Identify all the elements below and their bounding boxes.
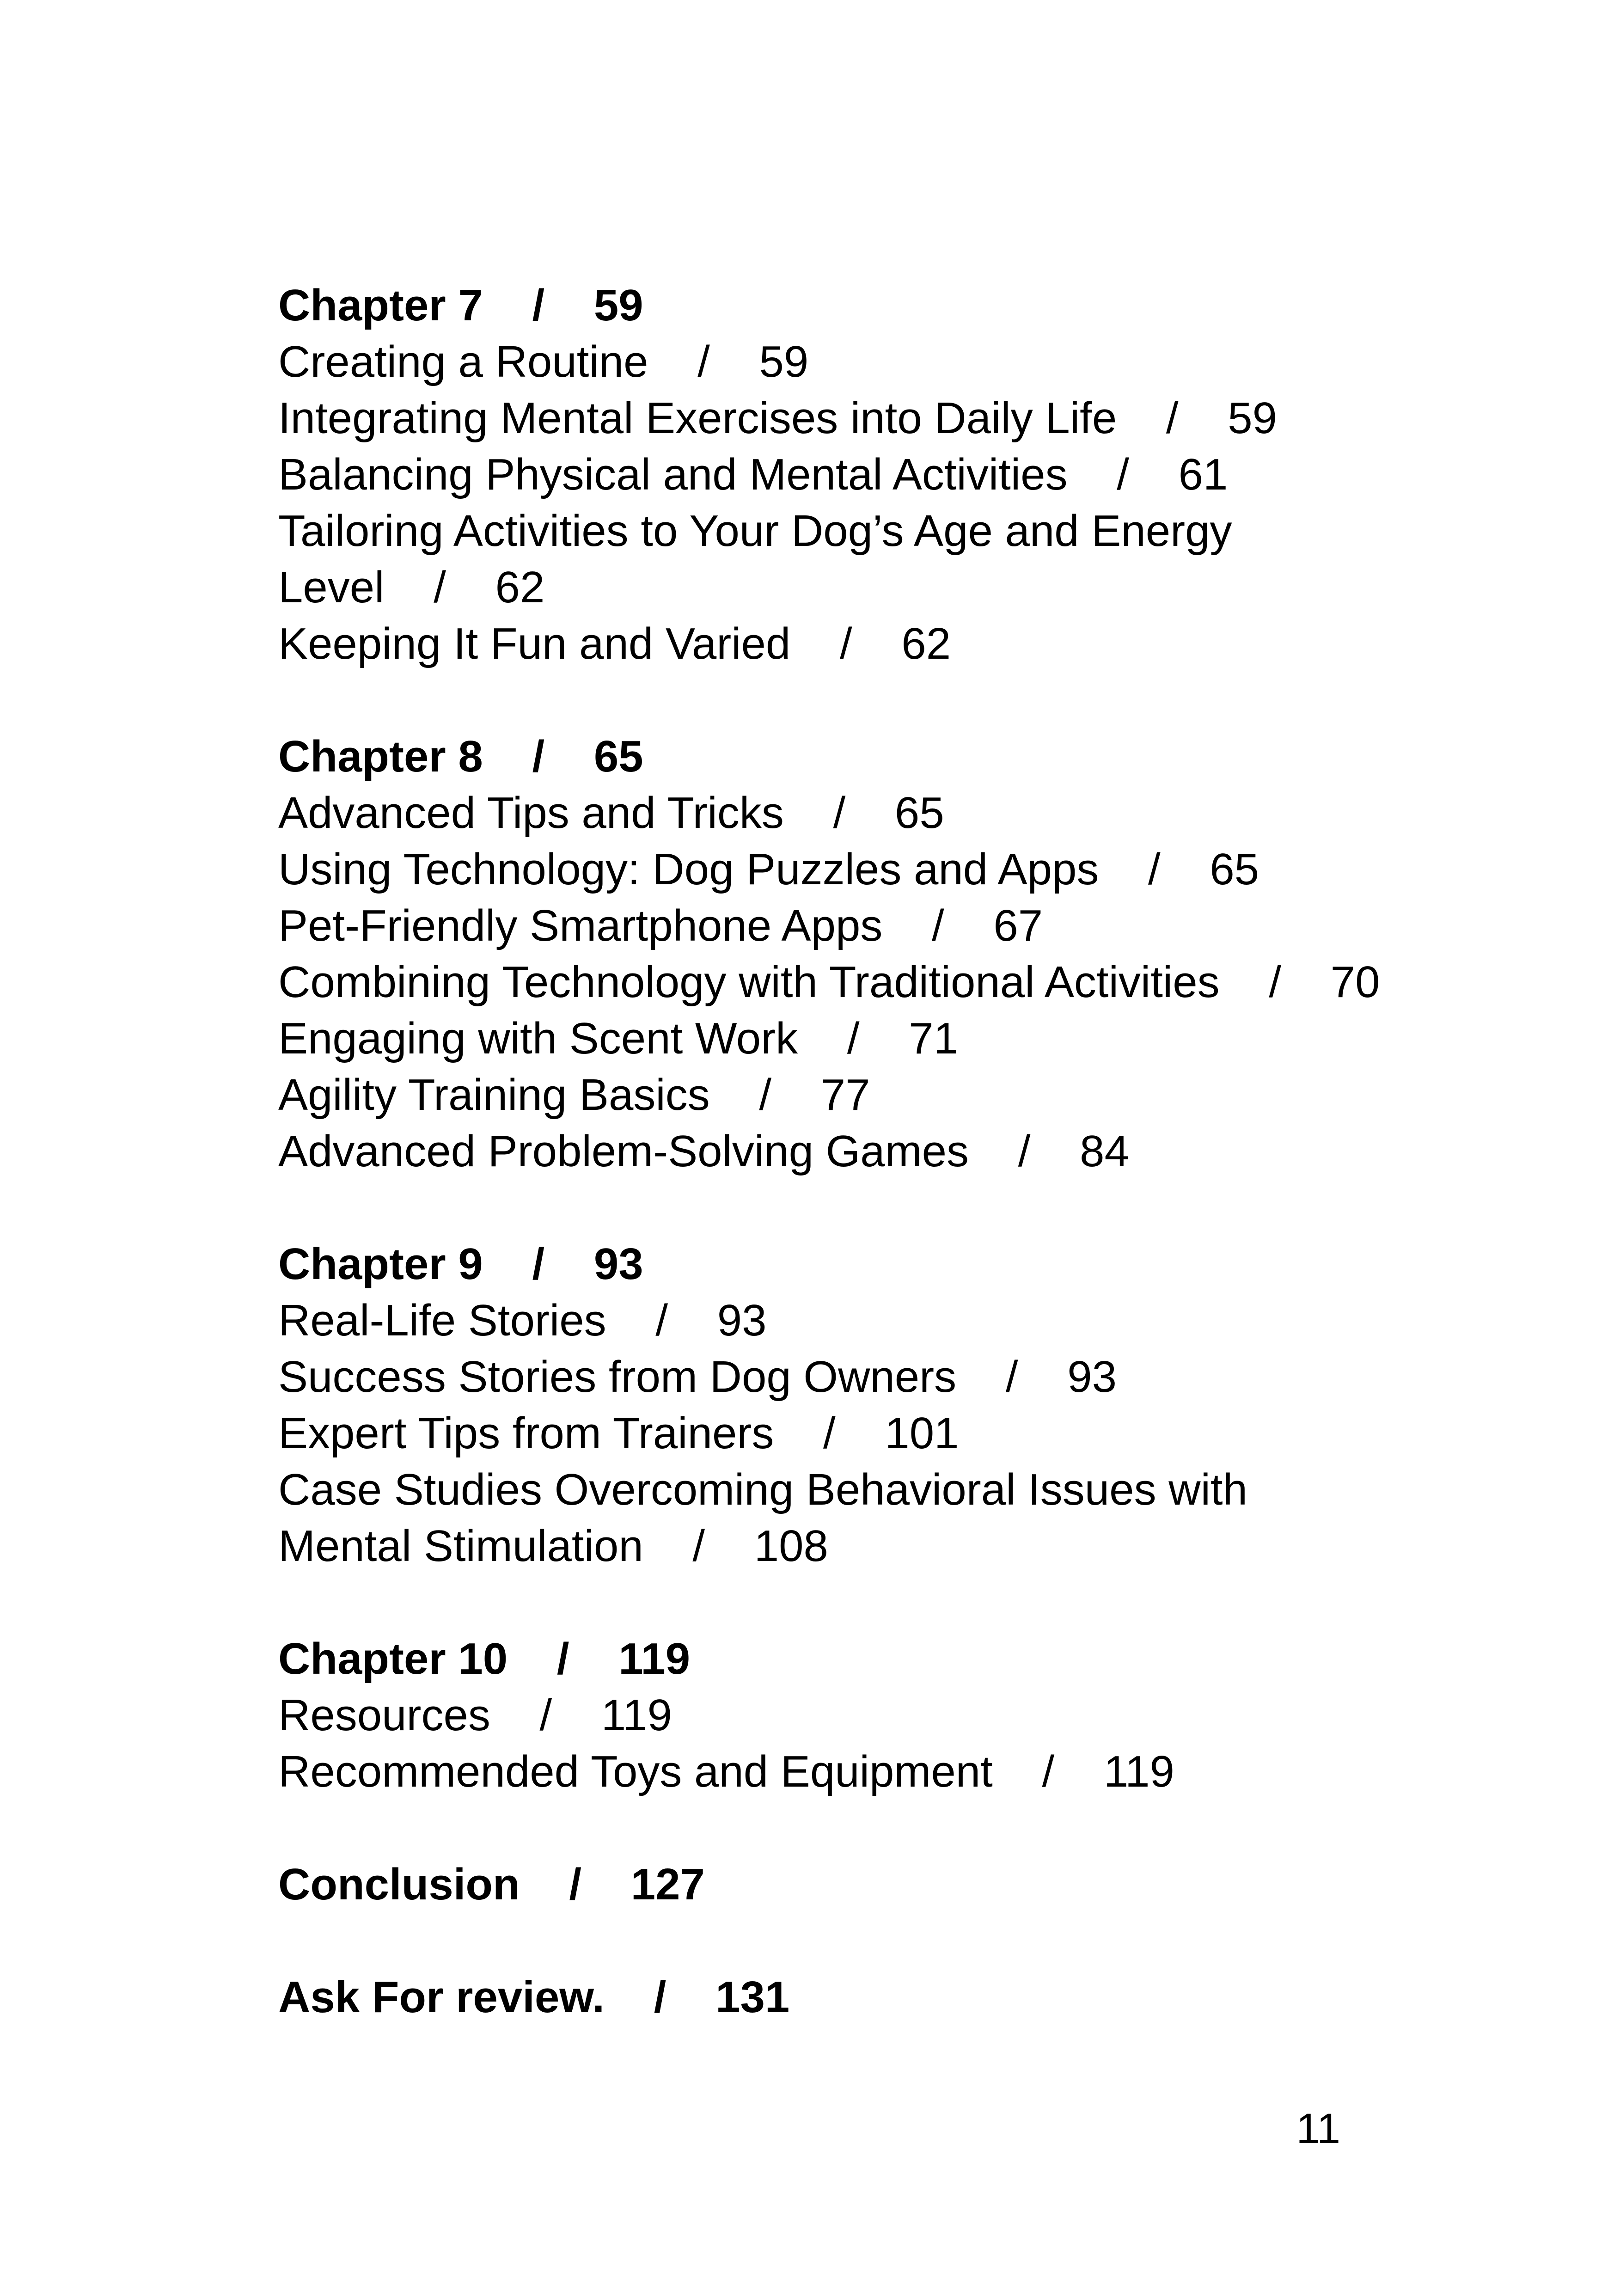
toc-entry: Advanced Problem-Solving Games / 84: [278, 1127, 1129, 1176]
toc-entry: Creating a Routine / 59: [278, 337, 809, 386]
toc-entry: Agility Training Basics / 77: [278, 1070, 870, 1120]
toc-section-chapter-7: [278, 277, 1388, 672]
toc-chapter-heading: Chapter 9 / 93: [278, 1239, 643, 1289]
toc-entry: Success Stories from Dog Owners / 93: [278, 1352, 1117, 1402]
toc-chapter-heading: Chapter 7 / 59: [278, 281, 643, 330]
toc-chapter-heading: Chapter 10 / 119: [278, 1634, 691, 1684]
toc-entry: Level / 62: [278, 563, 545, 612]
toc-entry: Resources / 119: [278, 1690, 672, 1740]
toc-section-ask-for-review: [278, 1969, 1388, 2026]
toc-chapter-heading: Chapter 8 / 65: [278, 732, 643, 781]
toc-entry: Real-Life Stories / 93: [278, 1296, 767, 1345]
toc-entry: Expert Tips from Trainers / 101: [278, 1408, 959, 1458]
toc-entry: Using Technology: Dog Puzzles and Apps / 65: [278, 845, 1259, 894]
page-number: 11: [1296, 2105, 1340, 2152]
toc-chapter-heading: Ask For review. / 131: [278, 1972, 790, 2022]
toc-entry: Recommended Toys and Equipment / 119: [278, 1747, 1174, 1796]
toc-section-chapter-10: [278, 1631, 1388, 1800]
toc-chapter-heading: Conclusion / 127: [278, 1860, 705, 1909]
toc-entry: Tailoring Activities to Your Dog’s Age and Energy: [278, 506, 1232, 556]
toc-section-chapter-8: [278, 729, 1388, 1180]
toc-entry: Balancing Physical and Mental Activities / 61: [278, 450, 1228, 499]
toc-entry: Integrating Mental Exercises into Daily Life / 59: [278, 393, 1278, 443]
table-of-contents: [278, 277, 1388, 2082]
toc-entry: Engaging with Scent Work / 71: [278, 1014, 958, 1063]
toc-entry: Combining Technology with Traditional Activities / 70: [278, 957, 1380, 1007]
toc-entry: Advanced Tips and Tricks / 65: [278, 788, 944, 838]
toc-entry: Pet-Friendly Smartphone Apps / 67: [278, 901, 1043, 950]
toc-section-chapter-9: [278, 1236, 1388, 1574]
toc-entry: Case Studies Overcoming Behavioral Issues with: [278, 1465, 1247, 1514]
toc-section-conclusion: [278, 1856, 1388, 1913]
toc-entry: Mental Stimulation / 108: [278, 1521, 828, 1571]
toc-entry: Keeping It Fun and Varied / 62: [278, 619, 951, 668]
